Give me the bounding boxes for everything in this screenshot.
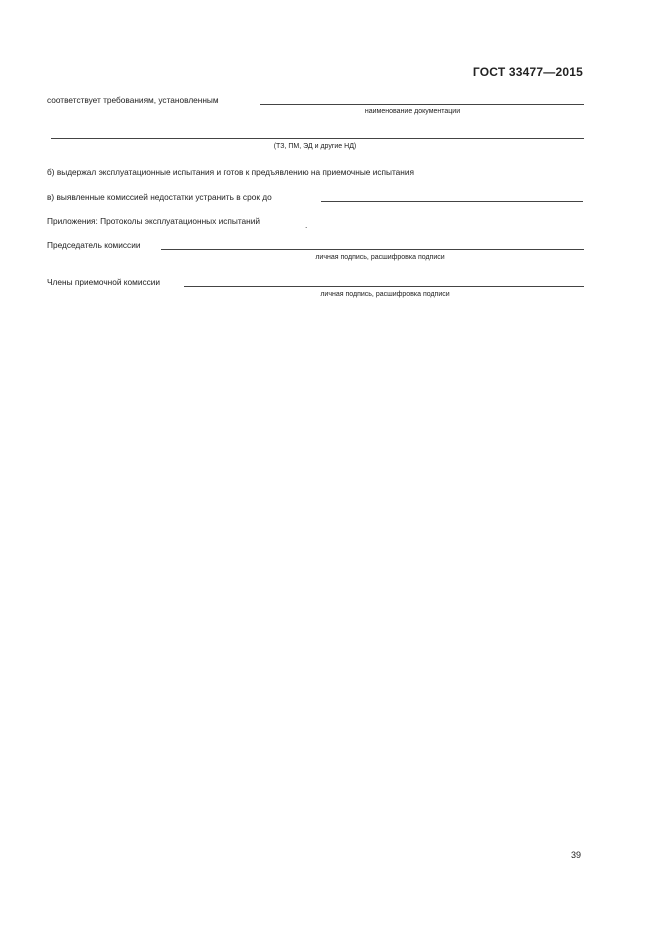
appendix-period: .	[305, 220, 308, 230]
nd-caption: (ТЗ, ПМ, ЭД и другие НД)	[273, 143, 357, 150]
document-name-line	[260, 104, 584, 105]
item-b-text: б) выдержал эксплуатационные испытания и готов к предъявлению на приемочные испытания	[47, 167, 414, 177]
chairman-signature-caption: личная подпись, расшифровка подписи	[315, 254, 445, 261]
appendix-text: Приложения: Протоколы эксплуатационных испытаний	[47, 216, 260, 226]
document-name-caption: наименование документации	[364, 108, 461, 115]
document-code-header: ГОСТ 33477—2015	[472, 65, 583, 79]
chairman-label: Председатель комиссии	[47, 240, 141, 250]
nd-line	[51, 138, 584, 139]
chairman-signature-line	[161, 249, 584, 250]
deadline-line	[321, 201, 583, 202]
page-number: 39	[571, 850, 582, 860]
members-signature-caption: личная подпись, расшифровка подписи	[320, 291, 450, 298]
members-label: Члены приемочной комиссии	[47, 277, 161, 287]
members-signature-line	[184, 286, 584, 287]
complies-with-text: соответствует требованиям, установленным	[47, 95, 219, 105]
item-v-text: в) выявленные комиссией недостатки устранить в срок до	[47, 192, 272, 202]
